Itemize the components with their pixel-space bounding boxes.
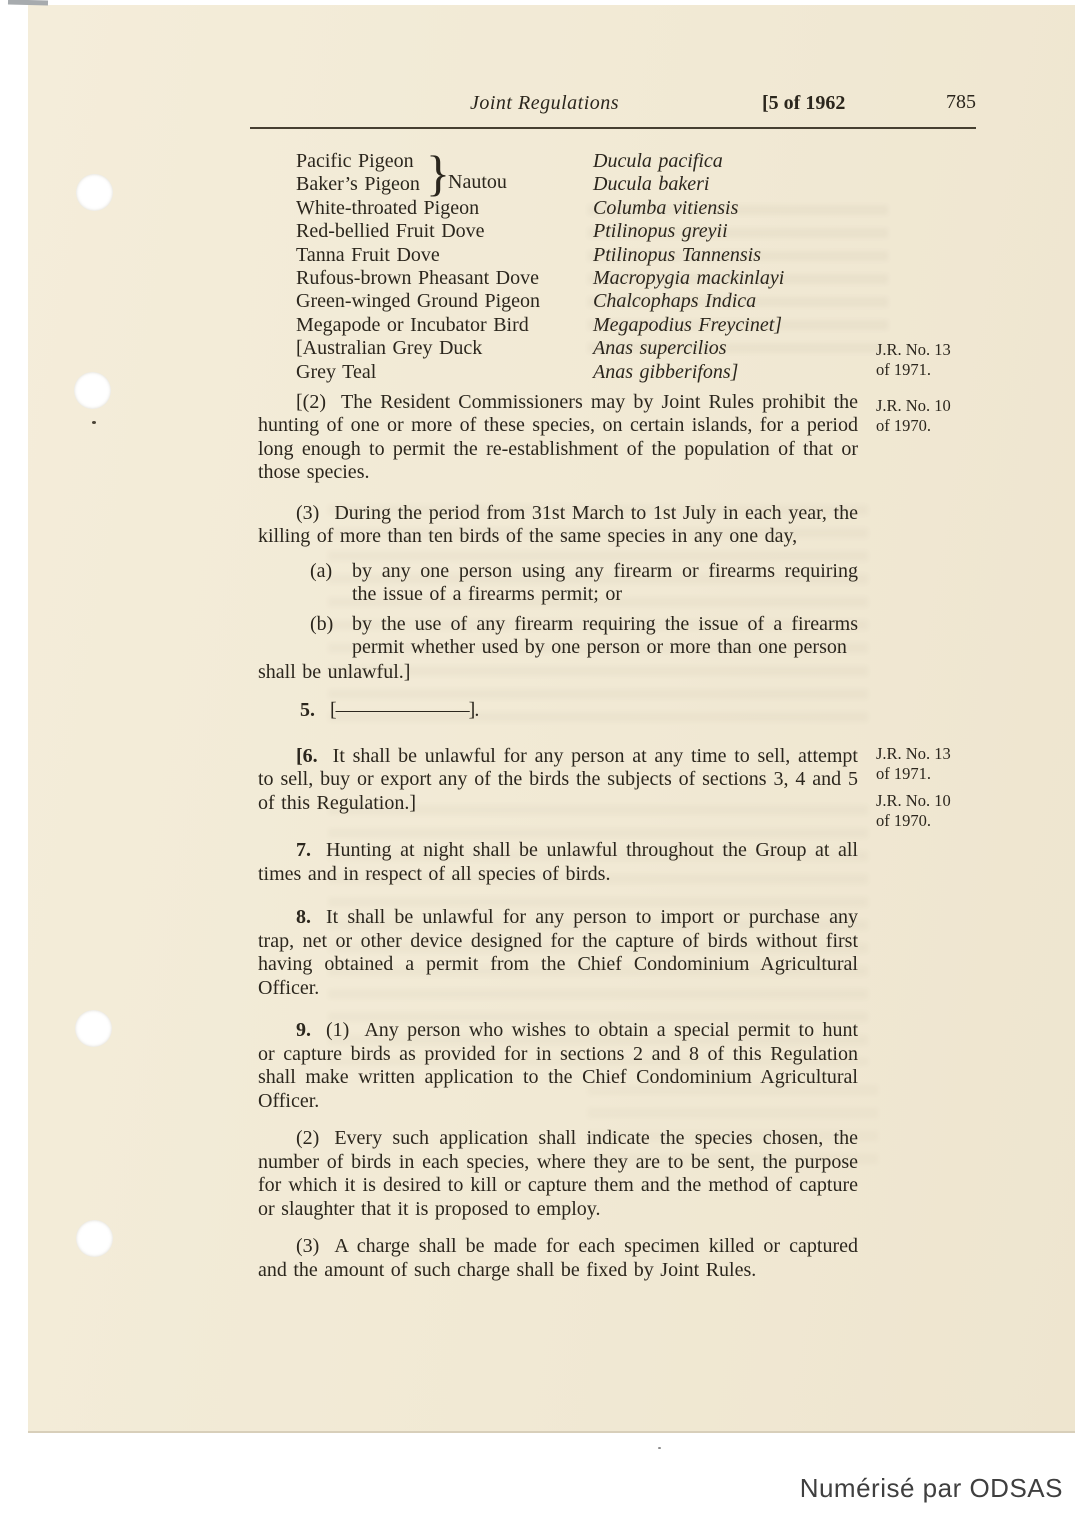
- list-item-a: [310, 560, 858, 607]
- punch-hole: [76, 1220, 113, 1257]
- section-9-subsection-2: [258, 1127, 858, 1221]
- margin-note-line: J.R. No. 10: [876, 791, 951, 810]
- bird-species-list: [258, 145, 858, 384]
- bird-english-name: Rufous-brown Pheasant Dove: [296, 266, 539, 289]
- section-9-subsection-1: [258, 1019, 858, 1113]
- bird-row: [258, 361, 858, 384]
- header-rule: [250, 127, 976, 129]
- list-item-b: [310, 613, 858, 660]
- section-text: A charge shall be made for each specimen killed or captured and the amount of such charge shall be fixed by Joint Rules.: [258, 1235, 858, 1281]
- section-text: Every such application shall indicate the species chosen, the number of birds in each species, where they are to be sent, the purpose for which it is desired to kill or capture them and the method of capture or slaughter that it is proposed to employ.: [258, 1127, 858, 1220]
- margin-note-line: J.R. No. 13: [876, 744, 951, 763]
- bird-latin-name: Ptilinopus greyii: [593, 220, 728, 243]
- margin-note: [876, 396, 986, 435]
- bird-row: [258, 267, 858, 290]
- bird-common-group-name: Nautou: [448, 171, 507, 193]
- paragraph-3: [258, 502, 858, 549]
- section-7: [258, 839, 858, 886]
- closing-clause: shall be unlawful.]: [258, 660, 411, 683]
- section-number: 7.: [296, 839, 311, 862]
- section-8: [258, 906, 858, 1000]
- list-item-text: by any one person using any firearm or firearms requiring the issue of a firearms permit; or: [352, 559, 858, 606]
- bird-row: [258, 337, 858, 360]
- section-text: It shall be unlawful for any person to import or purchase any trap, net or other device designed for the capture of birds without first having obtained a permit from the Chief Condominium Agricultural Officer.: [258, 906, 858, 999]
- grouping-brace: }: [426, 145, 450, 201]
- margin-note-line: J.R. No. 13: [876, 340, 951, 359]
- bird-english-name: Red-bellied Fruit Dove: [296, 220, 485, 243]
- list-item-marker: (a): [310, 559, 333, 582]
- repealed-placeholder: [———————].: [330, 699, 479, 722]
- bird-row: [258, 173, 858, 196]
- paragraph-number: (3): [296, 501, 320, 524]
- bird-latin-name: Macropygia mackinlayi: [593, 266, 785, 289]
- bird-latin-name: Columba vitiensis: [593, 196, 739, 219]
- section-number: 9.: [296, 1019, 311, 1042]
- bird-row: [258, 290, 858, 313]
- punch-hole: [75, 1010, 112, 1047]
- margin-note-line: of 1971.: [876, 359, 931, 379]
- margin-note: [876, 340, 986, 379]
- section-number: 8.: [296, 906, 311, 929]
- bird-latin-name: Anas supercilios: [593, 337, 727, 360]
- bird-english-name: Megapode or Incubator Bird: [296, 313, 529, 336]
- list-item-text: by the use of any firearm requiring the issue of a firearms permit whether used by one person or more than one person: [352, 612, 858, 659]
- margin-note: [876, 744, 986, 783]
- section-number: [6.: [296, 744, 318, 767]
- subsection-number: (2): [296, 1127, 320, 1150]
- bird-latin-name: Ptilinopus Tannensis: [593, 243, 762, 266]
- section-5: [258, 699, 858, 723]
- paragraph-text: The Resident Commissioners may by Joint Rules prohibit the hunting of one or more of these species, on certain islands, for a period long enough to permit the re-establishment of the population of that or those species.: [258, 390, 858, 484]
- section-6: [258, 745, 858, 816]
- bird-row: [258, 314, 858, 337]
- subsection-number: (3): [296, 1235, 320, 1258]
- bird-english-name: Tanna Fruit Dove: [296, 243, 440, 266]
- bird-latin-name: Chalcophaps Indica: [593, 290, 757, 313]
- punch-hole: [76, 174, 113, 211]
- margin-note-line: of 1971.: [876, 763, 931, 783]
- bird-row: [258, 197, 858, 220]
- margin-note-line: J.R. No. 10: [876, 396, 951, 415]
- regulation-reference: [5 of 1962: [762, 92, 846, 114]
- section-text: Any person who wishes to obtain a special permit to hunt or capture birds as provided for in sections 2 and 8 of this Regulation shall make written application to the Chief Condominium Agricultural Officer.: [258, 1019, 858, 1112]
- bird-english-name: Baker’s Pigeon: [296, 173, 420, 196]
- bird-row: [258, 150, 858, 173]
- bird-english-name: Pacific Pigeon: [296, 150, 414, 172]
- section-number: 5.: [300, 699, 315, 722]
- margin-note: [876, 791, 986, 830]
- section-text: It shall be unlawful for any person at any time to sell, attempt to sell, buy or export any of the birds the subjects of sections 3, 4 and 5 of this Regulation.]: [258, 744, 858, 814]
- bird-english-name: Grey Teal: [296, 360, 377, 383]
- bird-latin-name: Megapodius Freycinet]: [593, 313, 783, 336]
- scan-credit: Numérisé par ODSAS: [799, 1473, 1063, 1503]
- bird-english-name: Green-winged Ground Pigeon: [296, 290, 541, 313]
- bird-english-name: White-throated Pigeon: [296, 196, 480, 219]
- margin-note-line: of 1970.: [876, 810, 931, 830]
- bird-row: [258, 220, 858, 243]
- list-item-marker: (b): [310, 612, 334, 635]
- paragraph-number: [(2): [296, 390, 326, 413]
- section-9-subsection-3: [258, 1235, 858, 1282]
- bird-row: [258, 244, 858, 267]
- margin-note-line: of 1970.: [876, 415, 931, 435]
- section-text: Hunting at night shall be unlawful throughout the Group at all times and in respect of all species of birds.: [258, 839, 858, 885]
- scan-artifact-mark: [8, 0, 48, 6]
- page-title: Joint Regulations: [470, 92, 620, 114]
- punch-hole: [74, 372, 111, 409]
- scan-speck: [92, 421, 96, 424]
- bird-latin-name: Anas gibberifons]: [593, 360, 739, 383]
- subsection-number: (1): [326, 1019, 350, 1042]
- bird-latin-name: Ducula pacifica: [593, 150, 723, 172]
- paragraph-text: During the period from 31st March to 1st July in each year, the killing of more than ten birds of the same species in any one day,: [258, 501, 858, 548]
- paragraph-2: [258, 391, 858, 485]
- page-number: 785: [946, 91, 976, 113]
- bird-latin-name: Ducula bakeri: [593, 173, 710, 196]
- bird-english-name: [Australian Grey Duck: [296, 337, 483, 360]
- scan-speck: [658, 1447, 661, 1449]
- document-body: [258, 146, 858, 1282]
